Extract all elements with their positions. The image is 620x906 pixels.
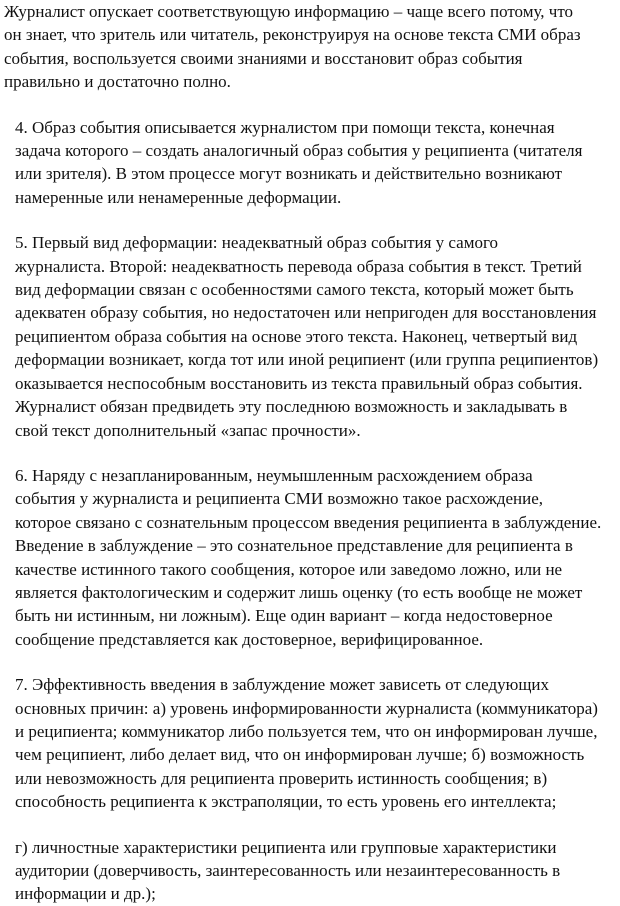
text-line: информации и др.); <box>15 884 156 904</box>
text-line: оказывается неспособным восстановить из текста правильный образ события. <box>15 373 583 393</box>
text-line: г) личностные характеристики реципиента или групповые характеристики <box>15 837 557 857</box>
text-line: события у журналиста и реципиента СМИ возможно такое расхождение, <box>15 489 544 509</box>
text-line: является фактологическим и содержит лишь оценку (то есть вообще не может <box>15 582 583 602</box>
text-line: аудитории (доверчивость, заинтересованность или незаинтересованность в <box>15 861 561 880</box>
paragraph-6 <box>4 464 614 651</box>
text-line: сообщение представляется как достоверное, верифицированное. <box>15 629 484 649</box>
text-line: 7. Эффективность введения в заблуждение может зависеть от следующих <box>15 675 550 695</box>
text-line: адекватен образу события, но недостаточен или непригоден для восстановления <box>15 303 597 323</box>
text-line: намеренные или ненамеренные деформации. <box>15 187 342 207</box>
text-line: которое связано с сознательным процессом введения реципиента в заблуждение. <box>15 512 602 532</box>
text-line: Журналист обязан предвидеть эту последнюю возможность и закладывать в <box>15 397 568 417</box>
text-line: способность реципиента к экстраполяции, то есть уровень его интеллекта; <box>15 792 557 812</box>
text-line: 6. Наряду с незапланированным, неумышленным расхождением образа <box>15 465 533 485</box>
paragraph-intro <box>4 0 614 94</box>
text-line: качестве истинного такого сообщения, которое или заведомо ложно, или не <box>15 559 563 579</box>
paragraph-g <box>4 836 614 906</box>
text-line: правильно и достаточно полно. <box>4 72 231 92</box>
text-line: и реципиента; коммуникатор либо пользуется тем, что он информирован лучше, <box>15 721 598 741</box>
text-line: или невозможность для реципиента проверить истинность сообщения; в) <box>15 768 548 788</box>
text-line: вид деформации связан с особенностями самого текста, который может быть <box>15 280 574 300</box>
text-line: чем реципиент, либо делает вид, что он информирован лучше; б) возможность <box>15 745 585 765</box>
text-line: или зрителя). В этом процессе могут возникать и действительно возникают <box>15 164 563 184</box>
text-line: события, воспользуется своими знаниями и восстановит образ события <box>4 48 523 68</box>
text-line: Введение в заблуждение – это сознательное представление для реципиента в <box>15 536 573 556</box>
text-line: свой текст дополнительный «запас прочности». <box>15 420 361 440</box>
text-line: реципиентом образа события на основе этого текста. Наконец, четвертый вид <box>15 326 578 346</box>
text-line: он знает, что зритель или читатель, реконструируя на основе текста СМИ образ <box>4 25 581 45</box>
text-line: быть ни истинным, ни ложным). Еще один вариант – когда недостоверное <box>15 606 553 626</box>
text-line: журналиста. Второй: неадекватность перевода образа события в текст. Третий <box>15 256 582 276</box>
text-line: основных причин: а) уровень информированности журналиста (коммуникатора) <box>15 698 598 718</box>
text-line: 5. Первый вид деформации: неадекватный образ события у самого <box>15 233 499 253</box>
text-line: деформации возникает, когда тот или иной реципиент (или группа реципиентов) <box>15 350 599 370</box>
paragraph-4 <box>4 116 614 210</box>
text-line: Журналист опускает соответствующую информацию – чаще всего потому, что <box>4 2 574 21</box>
text-line: 4. Образ события описывается журналистом при помощи текста, конечная <box>15 117 555 137</box>
paragraph-7 <box>4 673 614 813</box>
paragraph-5 <box>4 231 614 442</box>
text-line: задача которого – создать аналогичный образ события у реципиента (читателя <box>15 141 583 161</box>
